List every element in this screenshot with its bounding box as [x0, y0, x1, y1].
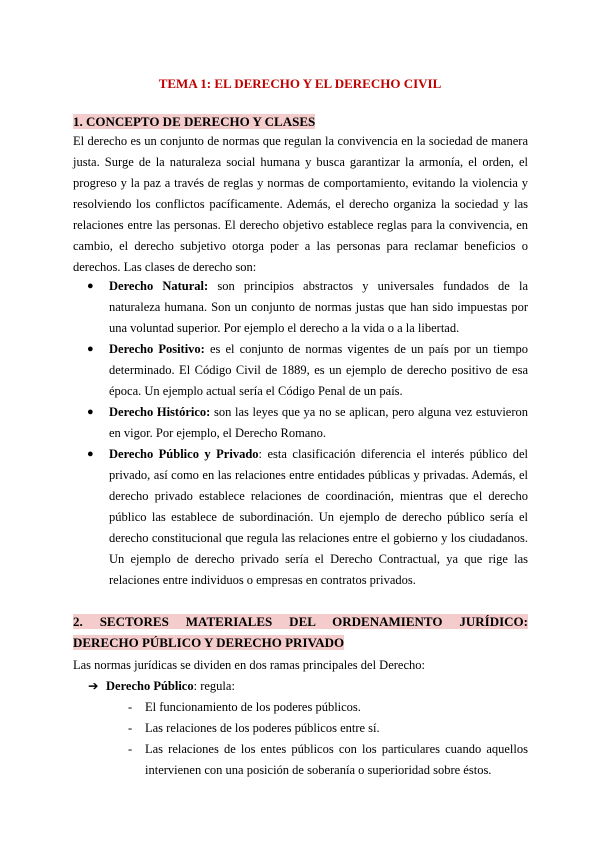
law-types-list	[73, 276, 528, 591]
list-item-term: Derecho Positivo:	[109, 342, 205, 356]
public-law-item	[88, 676, 235, 697]
list-item	[73, 339, 528, 402]
public-law-text: : regula:	[193, 679, 235, 693]
section-1-paragraph: El derecho es un conjunto de normas que regulan la convivencia en la sociedad de manera justa. Surge de la naturaleza social humana y busca garantizar la armonía, el orden, el progreso y la paz a través de reglas y normas de comportamiento, evitando la violencia y resolviendo los conflictos pacíficamente. Además, el derecho organiza la sociedad y las relaciones entre las personas. El derecho objetivo establece reglas para la convivencia, en cambio, el derecho subjetivo otorga poder a las personas para reclamar beneficios o derechos. Las clases de derecho son:	[73, 134, 528, 274]
list-item	[73, 402, 528, 444]
list-item	[73, 697, 528, 718]
list-item-term: Derecho Histórico:	[109, 405, 211, 419]
bullet-icon: ●	[87, 448, 94, 460]
bullet-icon: ●	[87, 343, 94, 355]
list-item-text: : esta clasificación diferencia el interés público del privado, así como en las relaciones entre entidades públicas y privadas. Además, el derecho privado establece relaciones de coordinación, mientras que el derecho público las establece de subordinación. Un ejemplo de derecho público sería el derecho constitucional que regula las relaciones entre el gobierno y los ciudadanos. Un ejemplo de derecho privado sería el Derecho Contractual, ya que rige las relaciones entre individuos o empresas en contratos privados.	[109, 447, 529, 587]
list-item-text: El funcionamiento de los poderes públicos.	[145, 700, 361, 714]
section-2-heading-text: 2. SECTORES MATERIALES DEL ORDENAMIENTO JURÍDICO: DERECHO PÚBLICO Y DERECHO PRIVADO	[73, 614, 528, 650]
list-item-text: son principios abstractos y universales fundados de la naturaleza humana. Son un conjunto de normas justas que han sido impuestas por una voluntad superior. Por ejemplo el derecho a la vida o a la libertad.	[109, 279, 528, 335]
list-item-text: Las relaciones de los entes públicos con los particulares cuando aquellos intervienen con una posición de soberanía o superioridad sobre éstos.	[145, 742, 528, 777]
list-item	[73, 739, 528, 781]
public-law-sublist	[73, 697, 528, 781]
section-1-heading-text: 1. CONCEPTO DE DERECHO Y CLASES	[73, 114, 316, 129]
section-2-intro: Las normas jurídicas se dividen en dos ramas principales del Derecho:	[73, 658, 425, 672]
arrow-right-icon: ➔	[88, 679, 99, 693]
list-item	[73, 276, 528, 339]
list-item	[73, 718, 528, 739]
dash-icon: -	[128, 700, 133, 714]
section-1-heading	[73, 113, 315, 130]
list-item-term: Derecho Público y Privado	[109, 447, 259, 461]
list-item-text: Las relaciones de los poderes públicos entre sí.	[145, 721, 380, 735]
list-item-text: es el conjunto de normas vigentes de un país por un tiempo determinado. El Código Civil de 1889, es un ejemplo de derecho positivo de esa época. Un ejemplo actual sería el Código Penal de un país.	[109, 342, 529, 398]
section-2-heading	[73, 611, 528, 653]
dash-icon: -	[128, 721, 133, 735]
bullet-icon: ●	[87, 280, 94, 292]
dash-icon: -	[128, 742, 133, 756]
bullet-icon: ●	[87, 406, 94, 418]
public-law-term: Derecho Público	[106, 679, 194, 693]
document-title: TEMA 1: EL DERECHO Y EL DERECHO CIVIL	[158, 76, 442, 91]
list-item-text: son las leyes que ya no se aplican, pero alguna vez estuvieron en vigor. Por ejemplo, el Derecho Romano.	[109, 405, 528, 440]
list-item-term: Derecho Natural:	[109, 279, 209, 293]
list-item	[73, 444, 528, 591]
